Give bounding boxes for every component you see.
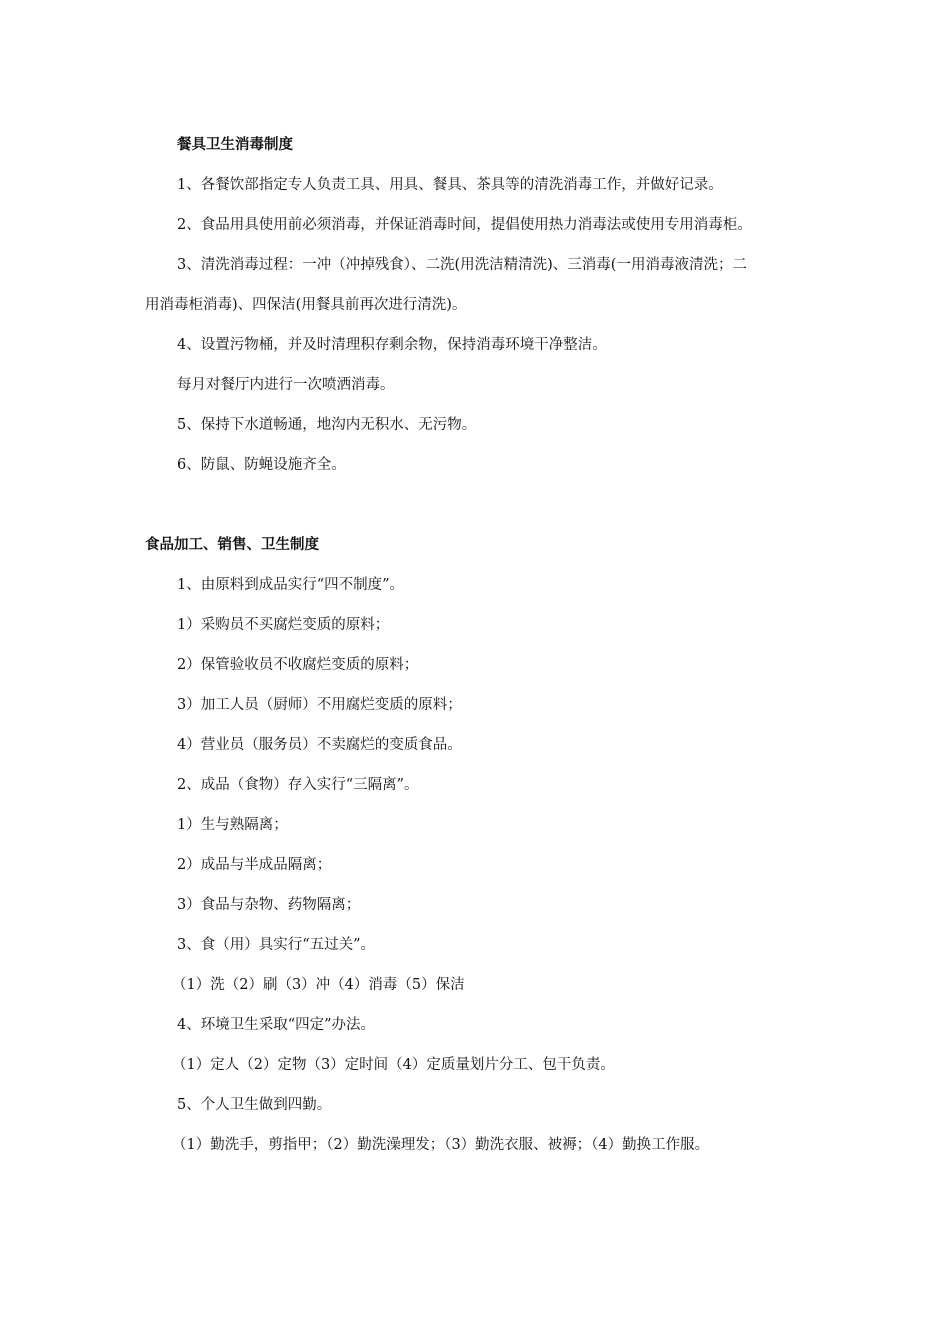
paragraph: 2、成品（食物）存入实行“三隔离”。 (177, 777, 419, 793)
paragraph: 1）采购员不买腐烂变质的原料； (177, 617, 390, 633)
paragraph: （1）洗（2）刷（3）冲（4）消毒（5）保洁 (172, 977, 465, 993)
paragraph: 5、保持下水道畅通，地沟内无积水、无污物。 (177, 417, 477, 433)
paragraph: 2）保管验收员不收腐烂变质的原料； (177, 657, 419, 673)
section2-title: 食品加工、销售、卫生制度 (145, 536, 319, 553)
paragraph: 4）营业员（服务员）不卖腐烂的变质食品。 (177, 737, 462, 753)
document-page (0, 125, 950, 1165)
paragraph: （1）定人（2）定物（3）定时间（4）定质量划片分工、包干负责。 (172, 1057, 615, 1073)
paragraph: 6、防鼠、防蝇设施齐全。 (177, 457, 346, 473)
section1-title: 餐具卫生消毒制度 (177, 136, 293, 153)
paragraph: 1）生与熟隔离； (177, 817, 288, 833)
paragraph: （1）勤洗手，剪指甲；（2）勤洗澡理发；（3）勤洗衣服、被褥；（4）勤换工作服。 (172, 1137, 710, 1153)
paragraph: 4、设置污物桶，并及时清理积存剩余物，保持消毒环境干净整洁。 (177, 337, 607, 353)
paragraph: 3）食品与杂物、药物隔离； (177, 897, 361, 913)
paragraph: 4、环境卫生采取“四定”办法。 (177, 1017, 376, 1033)
paragraph: 3）加工人员（厨师）不用腐烂变质的原料； (177, 697, 462, 713)
paragraph: 2）成品与半成品隔离； (177, 857, 332, 873)
paragraph: 3、清洗消毒过程：一冲（冲掉残食）、二洗(用洗洁精清洗)、三消毒(一用消毒液清洗；二 (177, 257, 747, 273)
paragraph: 5、个人卫生做到四勤。 (177, 1097, 332, 1113)
paragraph: 每月对餐厅内进行一次喷洒消毒。 (177, 377, 395, 393)
paragraph: 用消毒柜消毒)、四保洁(用餐具前再次进行清洗)。 (145, 297, 467, 313)
paragraph: 2、食品用具使用前必须消毒，并保证消毒时间，提倡使用热力消毒法或使用专用消毒柜。 (177, 217, 752, 233)
paragraph: 3、食（用）具实行“五过关”。 (177, 937, 376, 953)
paragraph: 1、由原料到成品实行“四不制度”。 (177, 577, 405, 593)
paragraph: 1、各餐饮部指定专人负责工具、用具、餐具、茶具等的清洗消毒工作，并做好记录。 (177, 177, 723, 193)
